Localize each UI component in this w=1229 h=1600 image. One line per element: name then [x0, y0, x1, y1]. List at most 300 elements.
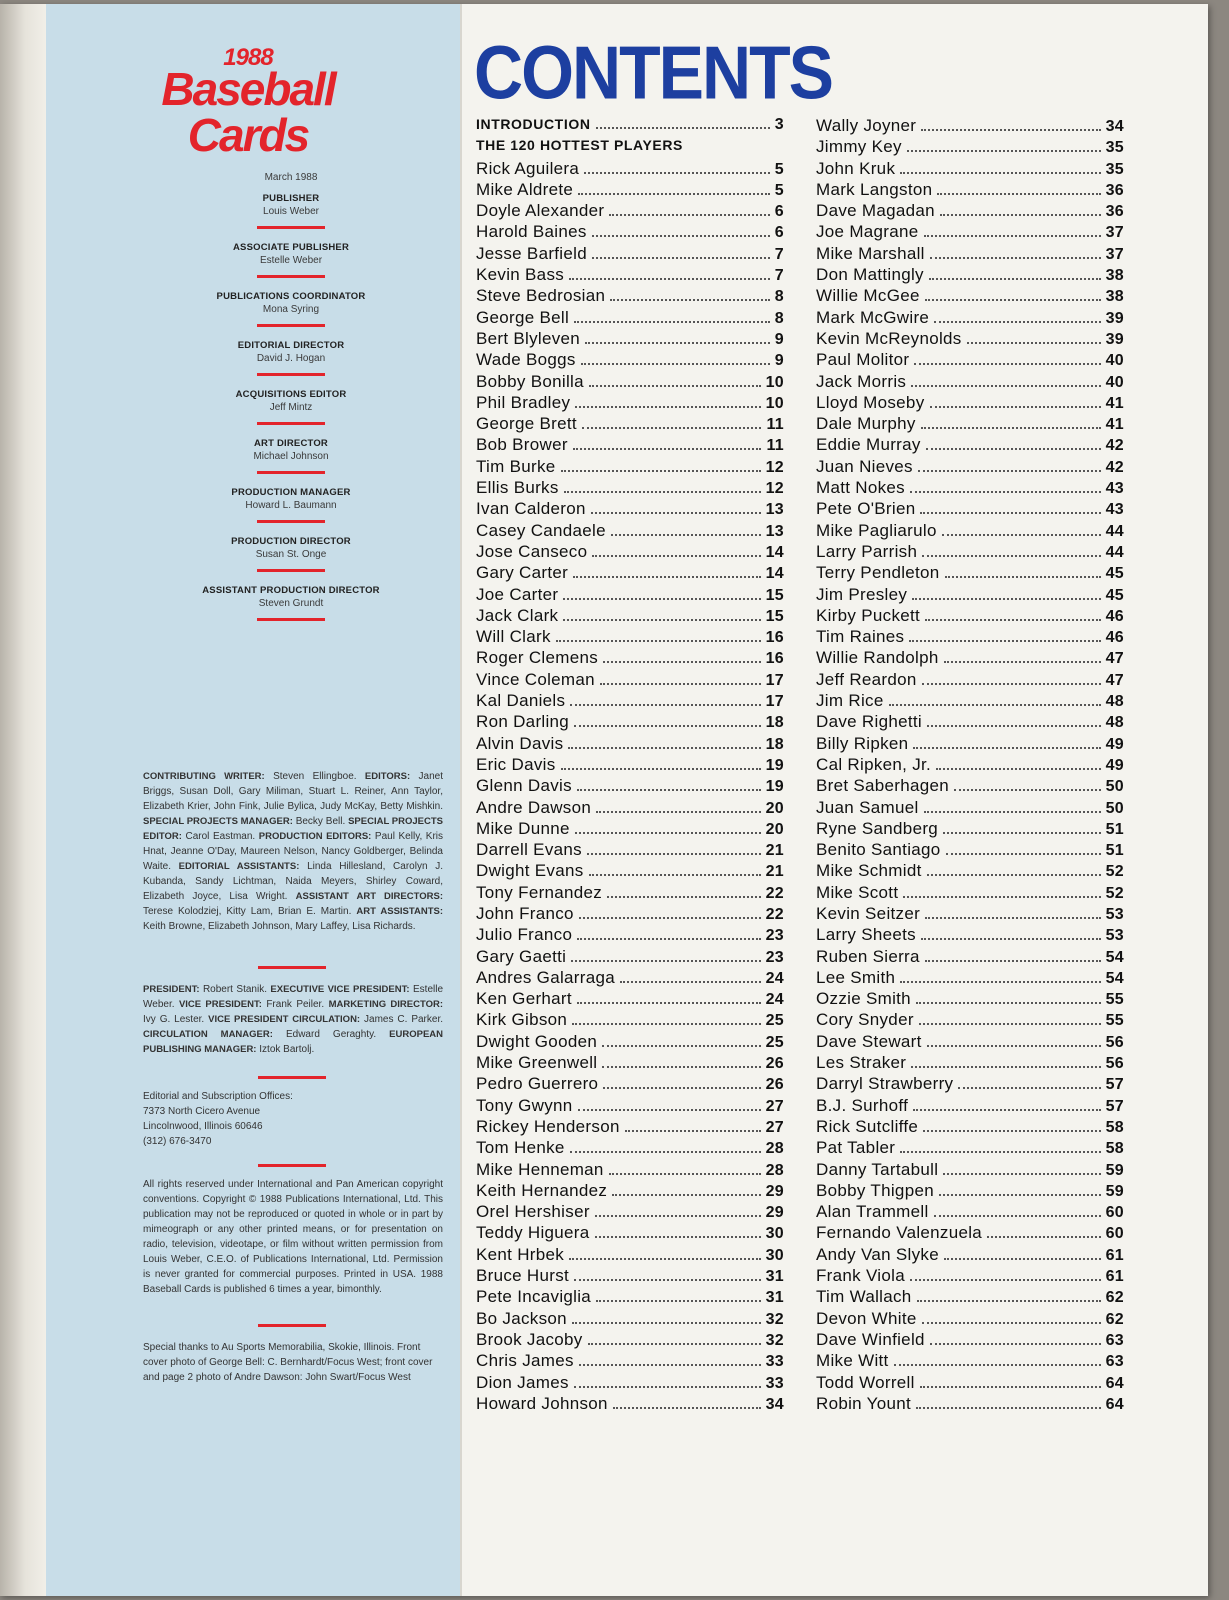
toc-entry-label: Dale Murphy [816, 414, 916, 434]
toc-entry-page: 25 [765, 1012, 784, 1030]
toc-entry-label: Ryne Sandberg [816, 818, 939, 838]
toc-entry [476, 968, 784, 989]
credit-role: ACQUISITIONS EDITOR [235, 389, 347, 400]
toc-entry [816, 201, 1124, 222]
toc-entry-label: Gary Carter [476, 563, 569, 583]
toc-entry [816, 1117, 1124, 1138]
toc-entry-label: Darrell Evans [476, 840, 582, 860]
staff-names: Steven Ellingboe. [273, 771, 357, 782]
toc-entry [816, 904, 1124, 925]
toc-entry-label: Juan Samuel [816, 797, 919, 817]
credit-role: EDITORIAL DIRECTOR [237, 340, 345, 351]
toc-entry [476, 1373, 784, 1394]
red-divider [258, 1324, 326, 1327]
toc-entry-page: 18 [765, 714, 784, 732]
credit-entry [145, 340, 437, 376]
toc-entry-page: 6 [774, 224, 784, 242]
toc-entry-label: Rick Aguilera [476, 158, 580, 178]
credit-name: Steven Grundt [258, 598, 324, 609]
toc-leader-dots [569, 278, 770, 280]
toc-entry-label: Joe Magrane [816, 222, 919, 242]
toc-entry-label: Lee Smith [816, 967, 896, 987]
toc-entry [816, 1032, 1124, 1053]
toc-leader-dots [585, 342, 770, 344]
toc-entry [476, 1394, 784, 1415]
red-divider [257, 226, 325, 229]
toc-leader-dots [943, 832, 1101, 834]
toc-entry-label: Kent Hrbek [476, 1244, 565, 1264]
toc-entry-page: 62 [1105, 1289, 1124, 1307]
toc-entry-page: 45 [1105, 565, 1124, 583]
toc-entry [476, 372, 784, 393]
toc-leader-dots [574, 1279, 761, 1281]
toc-entry-page: 33 [765, 1353, 784, 1371]
staff-role: PRODUCTION EDITORS: [258, 831, 372, 842]
toc-leader-dots [568, 747, 760, 749]
staff-role: CONTRIBUTING WRITER: [143, 771, 265, 782]
toc-leader-dots [602, 1045, 761, 1047]
toc-entry [476, 542, 784, 563]
toc-entry-label: Mike Dunne [476, 818, 570, 838]
credit-name: Jeff Mintz [269, 402, 313, 413]
staff-names: Estelle Weber. [143, 984, 444, 1010]
toc-leader-dots [937, 193, 1100, 195]
address-line: Editorial and Subscription Offices: [143, 1091, 293, 1102]
toc-entry [476, 627, 784, 648]
toc-entry-label: Darryl Strawberry [816, 1074, 954, 1094]
toc-entry-page: 43 [1105, 480, 1124, 498]
credit-entries [145, 193, 437, 621]
toc-entry [816, 1351, 1124, 1372]
toc-entry [816, 521, 1124, 542]
toc-entry [476, 180, 784, 201]
toc-entry [476, 1330, 784, 1351]
toc-entry-label: Ellis Burks [476, 478, 559, 498]
red-divider [257, 569, 325, 572]
toc-entry-page: 16 [765, 629, 784, 647]
toc-entry-label: Pete Incaviglia [476, 1287, 592, 1307]
toc-entry-page: 43 [1105, 501, 1124, 519]
toc-entry-label: Mike Aldrete [476, 179, 574, 199]
toc-entry [816, 478, 1124, 499]
toc-entry-label: Dwight Gooden [476, 1031, 598, 1051]
toc-leader-dots [958, 1087, 1100, 1089]
toc-entry-label: Pete O'Brien [816, 499, 916, 519]
toc-entry-page: 44 [1105, 543, 1124, 561]
toc-leader-dots [596, 811, 760, 813]
toc-entry-page: 64 [1105, 1374, 1124, 1392]
toc-entry-page: 20 [765, 799, 784, 817]
toc-leader-dots [574, 725, 761, 727]
toc-entry [816, 1394, 1124, 1415]
toc-entry-page: 24 [765, 969, 784, 987]
toc-entry [476, 1181, 784, 1202]
toc-entry-page: 53 [1105, 905, 1124, 923]
toc-entry-page: 41 [1105, 394, 1124, 412]
staff-role: EDITORS: [364, 771, 411, 782]
toc-entry-page: 30 [765, 1225, 784, 1243]
credit-name: Howard L. Baumann [245, 500, 337, 511]
toc-leader-dots [607, 896, 760, 898]
page-binding [0, 4, 46, 1596]
toc-entry-page: 12 [765, 458, 784, 476]
toc-entry-page: 37 [1105, 224, 1124, 242]
toc-entry [476, 350, 784, 371]
toc-leader-dots [589, 874, 761, 876]
toc-leader-dots [910, 491, 1101, 493]
toc-entry-label: Alvin Davis [476, 733, 564, 753]
toc-entry [476, 904, 784, 925]
staff-role: VICE PRESIDENT CIRCULATION: [208, 1014, 361, 1025]
toc-leader-dots [920, 512, 1100, 514]
toc-leader-dots [924, 811, 1101, 813]
toc-leader-dots [918, 470, 1101, 472]
toc-leader-dots [922, 555, 1100, 557]
toc-entry-page: 19 [765, 778, 784, 796]
toc-entry [816, 1138, 1124, 1159]
toc-entry [476, 201, 784, 222]
toc-column-right [816, 116, 1124, 1415]
toc-entry-page: 57 [1105, 1076, 1124, 1094]
toc-entry-label: Tony Fernandez [476, 882, 603, 902]
toc-entry-page: 18 [765, 735, 784, 753]
toc-entry-label: Matt Nokes [816, 478, 905, 498]
toc-entry-label: Andy Van Slyke [816, 1244, 939, 1264]
toc-entry-label: Ozzie Smith [816, 989, 911, 1009]
toc-entry-page: 30 [765, 1246, 784, 1264]
toc-entry-label: Danny Tartabull [816, 1159, 939, 1179]
toc-leader-dots [922, 1322, 1101, 1324]
toc-leader-dots [900, 1151, 1100, 1153]
red-divider [257, 422, 325, 425]
toc-leader-dots [946, 853, 1101, 855]
toc-entry [476, 1223, 784, 1244]
toc-entry-page: 13 [765, 501, 784, 519]
toc-entry-label: Gary Gaetti [476, 946, 567, 966]
toc-entry-page: 40 [1105, 352, 1124, 370]
toc-leader-dots [921, 938, 1101, 940]
toc-entry-label: Dave Winfield [816, 1329, 925, 1349]
toc-entry-page: 5 [774, 160, 784, 178]
toc-entry [476, 1117, 784, 1138]
toc-leader-dots [571, 960, 760, 962]
toc-entry-page: 40 [1105, 373, 1124, 391]
toc-entry-page: 7 [774, 267, 784, 285]
toc-entry [476, 989, 784, 1010]
staff-role: SPECIAL PROJECTS EDITOR: [143, 816, 443, 842]
toc-entry [816, 691, 1124, 712]
toc-leader-dots [930, 1343, 1101, 1345]
toc-entry [816, 1074, 1124, 1095]
toc-entry-label: INTRODUCTION [476, 116, 591, 132]
credit-role: PUBLICATIONS COORDINATOR [216, 291, 366, 302]
toc-entry-page: 49 [1105, 756, 1124, 774]
toc-leader-dots [889, 704, 1101, 706]
toc-entry-page: 58 [1105, 1140, 1124, 1158]
toc-leader-dots [564, 491, 761, 493]
toc-entry [816, 414, 1124, 435]
toc-leader-dots [967, 342, 1101, 344]
toc-leader-dots [612, 1194, 760, 1196]
toc-entry [476, 329, 784, 350]
toc-entry-page: 52 [1105, 884, 1124, 902]
toc-leader-dots [577, 1002, 761, 1004]
red-divider [257, 520, 325, 523]
toc-leader-dots [930, 257, 1101, 259]
toc-entry [816, 1160, 1124, 1181]
toc-leader-dots [587, 853, 761, 855]
toc-entry [476, 457, 784, 478]
toc-entry-label: Phil Bradley [476, 392, 571, 412]
toc-entry-page: 49 [1105, 735, 1124, 753]
credit-entry [145, 193, 437, 229]
toc-entry-label: Harold Baines [476, 222, 587, 242]
toc-leader-dots [925, 299, 1101, 301]
toc-entry-page: 58 [1105, 1118, 1124, 1136]
toc-leader-dots [577, 938, 760, 940]
toc-entry-page: 64 [1105, 1395, 1124, 1413]
toc-entry-label: Kevin Bass [476, 265, 565, 285]
toc-entry-label: Joe Carter [476, 584, 559, 604]
toc-leader-dots [578, 1109, 761, 1111]
toc-entry-label: Ivan Calderon [476, 499, 586, 519]
toc-leader-dots [910, 1279, 1101, 1281]
toc-leader-dots [563, 619, 760, 621]
red-divider [257, 324, 325, 327]
toc-entry-label: Orel Hershiser [476, 1202, 590, 1222]
toc-leader-dots [561, 768, 761, 770]
toc-entry-label: George Bell [476, 307, 570, 327]
contents-heading: CONTENTS [474, 31, 832, 116]
staff-names: Becky Bell. [295, 816, 346, 827]
toc-entry [816, 159, 1124, 180]
toc-entry-label: Robin Yount [816, 1393, 911, 1413]
toc-leader-dots [900, 981, 1100, 983]
toc-entry-label: Bret Saberhagen [816, 776, 950, 796]
toc-entry-page: 42 [1105, 458, 1124, 476]
toc-leader-dots [596, 1300, 761, 1302]
credit-entry [145, 536, 437, 572]
toc-entry-page: 21 [765, 842, 784, 860]
toc-entry-page: 38 [1105, 267, 1124, 285]
toc-leader-dots [579, 917, 761, 919]
toc-entry [476, 1074, 784, 1095]
toc-entry-label: Benito Santiago [816, 840, 941, 860]
toc-entry-label: Glenn Davis [476, 776, 572, 796]
toc-leader-dots [922, 683, 1101, 685]
toc-entry-label: Willie McGee [816, 286, 920, 306]
issue-date: March 1988 [264, 172, 318, 183]
toc-column-left [476, 116, 784, 1415]
toc-entry-page: 5 [774, 181, 784, 199]
toc-entry [476, 648, 784, 669]
toc-entry [816, 1245, 1124, 1266]
toc-entry-label: THE 120 HOTTEST PLAYERS [476, 137, 683, 154]
toc-entry [476, 1032, 784, 1053]
toc-entry [476, 521, 784, 542]
toc-entry [476, 776, 784, 797]
toc-leader-dots [609, 214, 769, 216]
toc-entry-page: 32 [765, 1310, 784, 1328]
toc-entry-page: 23 [765, 948, 784, 966]
toc-entry [816, 1309, 1124, 1330]
toc-entry [476, 414, 784, 435]
toc-entry-label: Jeff Reardon [816, 669, 917, 689]
toc-entry [816, 116, 1124, 137]
toc-leader-dots [912, 598, 1100, 600]
staff-role: PRESIDENT: [143, 984, 200, 995]
toc-leader-dots [600, 683, 761, 685]
photo-credits: Special thanks to Au Sports Memorabilia, Skokie, Illinois. Front cover photo of George Bell: C. Bernhardt/Focus West; front cover and page 2 photo of Andre Dawson: John Swart/Focus West [143, 1342, 433, 1383]
toc-entry-page: 25 [765, 1033, 784, 1051]
toc-entry-page: 52 [1105, 863, 1124, 881]
credit-name: Mona Syring [262, 304, 320, 315]
toc-entry [816, 606, 1124, 627]
toc-leader-dots [592, 235, 770, 237]
red-divider [257, 471, 325, 474]
toc-entry-page: 26 [765, 1055, 784, 1073]
toc-entry-label: Andre Dawson [476, 797, 592, 817]
toc-entry-page: 35 [1105, 139, 1124, 157]
toc-leader-dots [917, 1300, 1101, 1302]
toc-entry-page: 63 [1105, 1331, 1124, 1349]
staff-names: Carol Eastman. [185, 831, 256, 842]
staff-credits [143, 769, 443, 934]
toc-entry-label: Wade Boggs [476, 350, 576, 370]
toc-entry-label: Les Straker [816, 1053, 907, 1073]
toc-entry [816, 563, 1124, 584]
office-address [143, 1089, 443, 1149]
toc-entry [816, 925, 1124, 946]
toc-leader-dots [940, 214, 1101, 216]
toc-entry [476, 819, 784, 840]
toc-leader-dots [620, 981, 761, 983]
staff-role: ASSISTANT ART DIRECTORS: [295, 891, 443, 902]
toc-entry-label: Steve Bedrosian [476, 286, 606, 306]
red-divider [258, 966, 326, 969]
toc-entry [816, 308, 1124, 329]
toc-entry-label: Cory Snyder [816, 1010, 914, 1030]
toc-entry-label: Kevin Seitzer [816, 903, 921, 923]
toc-entry-page: 9 [774, 330, 784, 348]
toc-entry [816, 840, 1124, 861]
toc-entry [476, 1010, 784, 1031]
red-divider [257, 373, 325, 376]
toc-entry [816, 244, 1124, 265]
toc-leader-dots [582, 427, 762, 429]
toc-entry-page: 57 [1105, 1097, 1124, 1115]
toc-entry [816, 670, 1124, 691]
red-divider [257, 275, 325, 278]
toc-entry [816, 1266, 1124, 1287]
toc-entry-label: Ruben Sierra [816, 946, 920, 966]
toc-leader-dots [575, 832, 761, 834]
credit-role: ART DIRECTOR [253, 438, 328, 449]
toc-entry [476, 563, 784, 584]
toc-entry-page: 26 [765, 1076, 784, 1094]
toc-entry [476, 137, 784, 158]
credit-name: Michael Johnson [253, 451, 329, 462]
toc-entry [816, 1010, 1124, 1031]
toc-entry-label: Don Mattingly [816, 265, 924, 285]
toc-entry-label: Howard Johnson [476, 1393, 608, 1413]
toc-entry-page: 8 [774, 309, 784, 327]
toc-leader-dots [945, 576, 1101, 578]
address-line: (312) 676-3470 [143, 1136, 212, 1147]
toc-leader-dots [595, 1215, 761, 1217]
staff-names: Iztok Bartolj. [259, 1044, 315, 1055]
toc-leader-dots [907, 150, 1101, 152]
toc-entry-page: 28 [765, 1161, 784, 1179]
toc-entry-page: 44 [1105, 522, 1124, 540]
toc-leader-dots [572, 1023, 760, 1025]
toc-leader-dots [926, 448, 1101, 450]
toc-entry-label: Mike Henneman [476, 1159, 604, 1179]
toc-entry-page: 54 [1105, 969, 1124, 987]
staff-role: CIRCULATION MANAGER: [143, 1029, 273, 1040]
toc-entry [816, 712, 1124, 733]
staff-names: Ivy G. Lester. [143, 1014, 205, 1025]
toc-leader-dots [609, 1173, 761, 1175]
credit-name: Susan St. Onge [255, 549, 327, 560]
toc-entry [476, 1160, 784, 1181]
toc-leader-dots [925, 917, 1101, 919]
toc-leader-dots [578, 193, 770, 195]
toc-entry-page: 50 [1105, 778, 1124, 796]
toc-entry-label: Teddy Higuera [476, 1223, 590, 1243]
toc-leader-dots [944, 1258, 1101, 1260]
toc-leader-dots [911, 1066, 1100, 1068]
toc-entry [816, 989, 1124, 1010]
toc-entry [816, 222, 1124, 243]
toc-entry-label: Bobby Thigpen [816, 1180, 934, 1200]
toc-entry-label: Mark McGwire [816, 307, 930, 327]
toc-entry-page: 42 [1105, 437, 1124, 455]
toc-entry-label: Keith Hernandez [476, 1180, 608, 1200]
toc-entry [476, 286, 784, 307]
toc-entry [816, 1287, 1124, 1308]
toc-entry [816, 372, 1124, 393]
credit-role: ASSOCIATE PUBLISHER [232, 242, 350, 253]
toc-entry-label: Bruce Hurst [476, 1266, 570, 1286]
toc-entry-label: Bert Blyleven [476, 328, 581, 348]
toc-leader-dots [569, 1258, 761, 1260]
toc-entry-label: Dwight Evans [476, 861, 584, 881]
toc-leader-dots [592, 555, 760, 557]
address-line: Lincolnwood, Illinois 60646 [143, 1121, 263, 1132]
masthead-year: 1988 [223, 44, 273, 71]
toc-entry-label: Bobby Bonilla [476, 371, 584, 391]
toc-entry-label: Terry Pendleton [816, 563, 940, 583]
toc-leader-dots [596, 127, 770, 129]
toc-entry [476, 1309, 784, 1330]
toc-entry-page: 33 [765, 1374, 784, 1392]
toc-entry [476, 1351, 784, 1372]
toc-leader-dots [584, 172, 770, 174]
red-divider [258, 1076, 326, 1079]
toc-entry-page: 35 [1105, 160, 1124, 178]
toc-entry [816, 1181, 1124, 1202]
toc-leader-dots [592, 257, 770, 259]
credit-entry [145, 242, 437, 278]
toc-entry [476, 883, 784, 904]
toc-entry-page: 11 [766, 416, 784, 434]
toc-leader-dots [913, 1109, 1100, 1111]
toc-entry-label: Mike Marshall [816, 243, 925, 263]
toc-entry-page: 37 [1105, 245, 1124, 263]
toc-entry-page: 24 [765, 991, 784, 1009]
toc-entry-page: 61 [1105, 1246, 1124, 1264]
